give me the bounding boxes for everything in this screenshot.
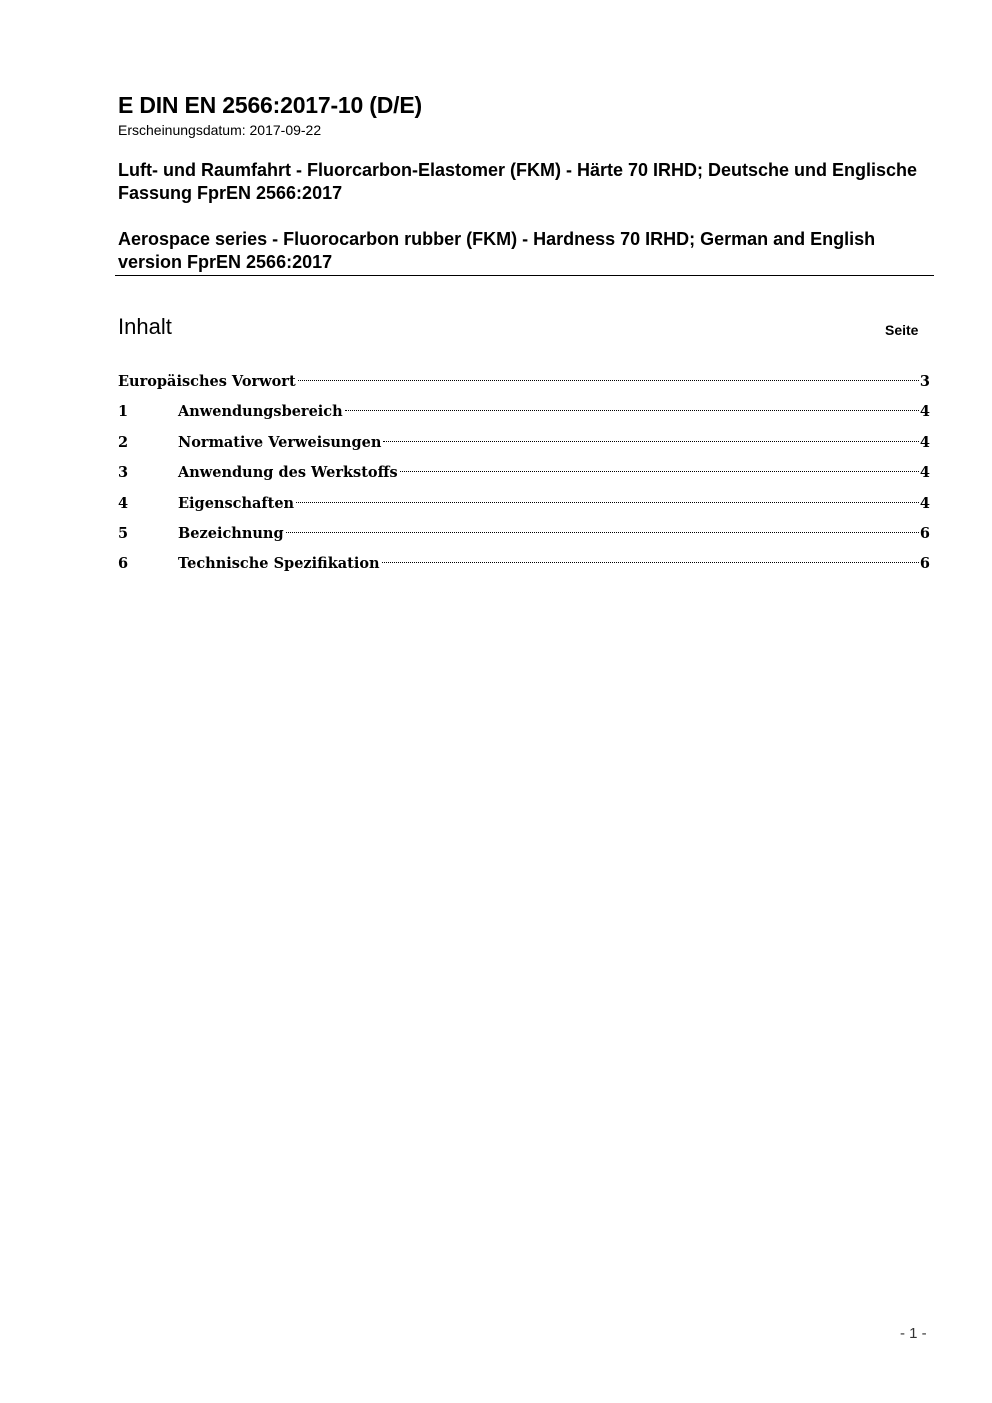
publication-date: Erscheinungsdatum: 2017-09-22: [118, 122, 322, 138]
footer-page-number: - 1 -: [900, 1325, 927, 1342]
toc-entry[interactable]: [118, 522, 930, 552]
toc-entry-title[interactable]: Normative Verweisungen: [178, 433, 382, 451]
toc-leader-dots: [296, 502, 919, 503]
toc-entry-number: 5: [118, 524, 129, 542]
toc-entry-page[interactable]: 6: [919, 555, 930, 573]
toc-entry-page[interactable]: 4: [919, 403, 930, 421]
toc-entry-title[interactable]: Technische Spezifikation: [178, 555, 380, 573]
table-of-contents: [118, 370, 930, 583]
toc-entry[interactable]: [118, 492, 930, 522]
toc-entry-number: 1: [118, 403, 129, 421]
toc-entry[interactable]: [118, 431, 930, 461]
toc-entry-page[interactable]: 4: [919, 433, 930, 451]
toc-entry-page[interactable]: 4: [919, 464, 930, 482]
toc-leader-dots: [400, 471, 919, 472]
toc-heading: Inhalt: [118, 314, 172, 339]
toc-entry-number: 3: [118, 464, 129, 482]
toc-entry-number: 2: [118, 433, 129, 451]
toc-entry[interactable]: [118, 370, 930, 400]
toc-entry-title[interactable]: Anwendungsbereich: [178, 403, 343, 421]
toc-entry-title[interactable]: Anwendung des Werkstoffs: [178, 464, 398, 482]
toc-entry-number: 6: [118, 555, 129, 573]
toc-leader-dots: [298, 380, 919, 381]
toc-entry-title[interactable]: Europäisches Vorwort: [118, 373, 296, 390]
toc-entry-title[interactable]: Eigenschaften: [178, 494, 295, 512]
toc-entry-page[interactable]: 6: [919, 524, 930, 542]
title-english: Aerospace series - Fluorocarbon rubber (FKM) - Hardness 70 IRHD; German and English version FprEN 2566:2017: [118, 229, 876, 272]
toc-entry-page[interactable]: 4: [919, 494, 930, 512]
toc-entry[interactable]: [118, 400, 930, 430]
toc-entry-title[interactable]: Bezeichnung: [178, 524, 284, 542]
header-divider: [115, 275, 934, 276]
toc-page-column-label: Seite: [885, 322, 919, 338]
toc-leader-dots: [286, 532, 919, 533]
toc-entry[interactable]: [118, 552, 930, 582]
title-german: Luft- und Raumfahrt - Fluorcarbon-Elastomer (FKM) - Härte 70 IRHD; Deutsche und Englische Fassung FprEN 2566:2017: [118, 160, 918, 203]
document-id: E DIN EN 2566:2017-10 (D/E): [118, 92, 422, 118]
toc-entry[interactable]: [118, 461, 930, 491]
toc-leader-dots: [382, 562, 919, 563]
toc-leader-dots: [383, 441, 919, 442]
toc-entry-number: 4: [118, 494, 129, 512]
toc-entry-page[interactable]: 3: [919, 373, 930, 390]
toc-leader-dots: [345, 410, 919, 411]
